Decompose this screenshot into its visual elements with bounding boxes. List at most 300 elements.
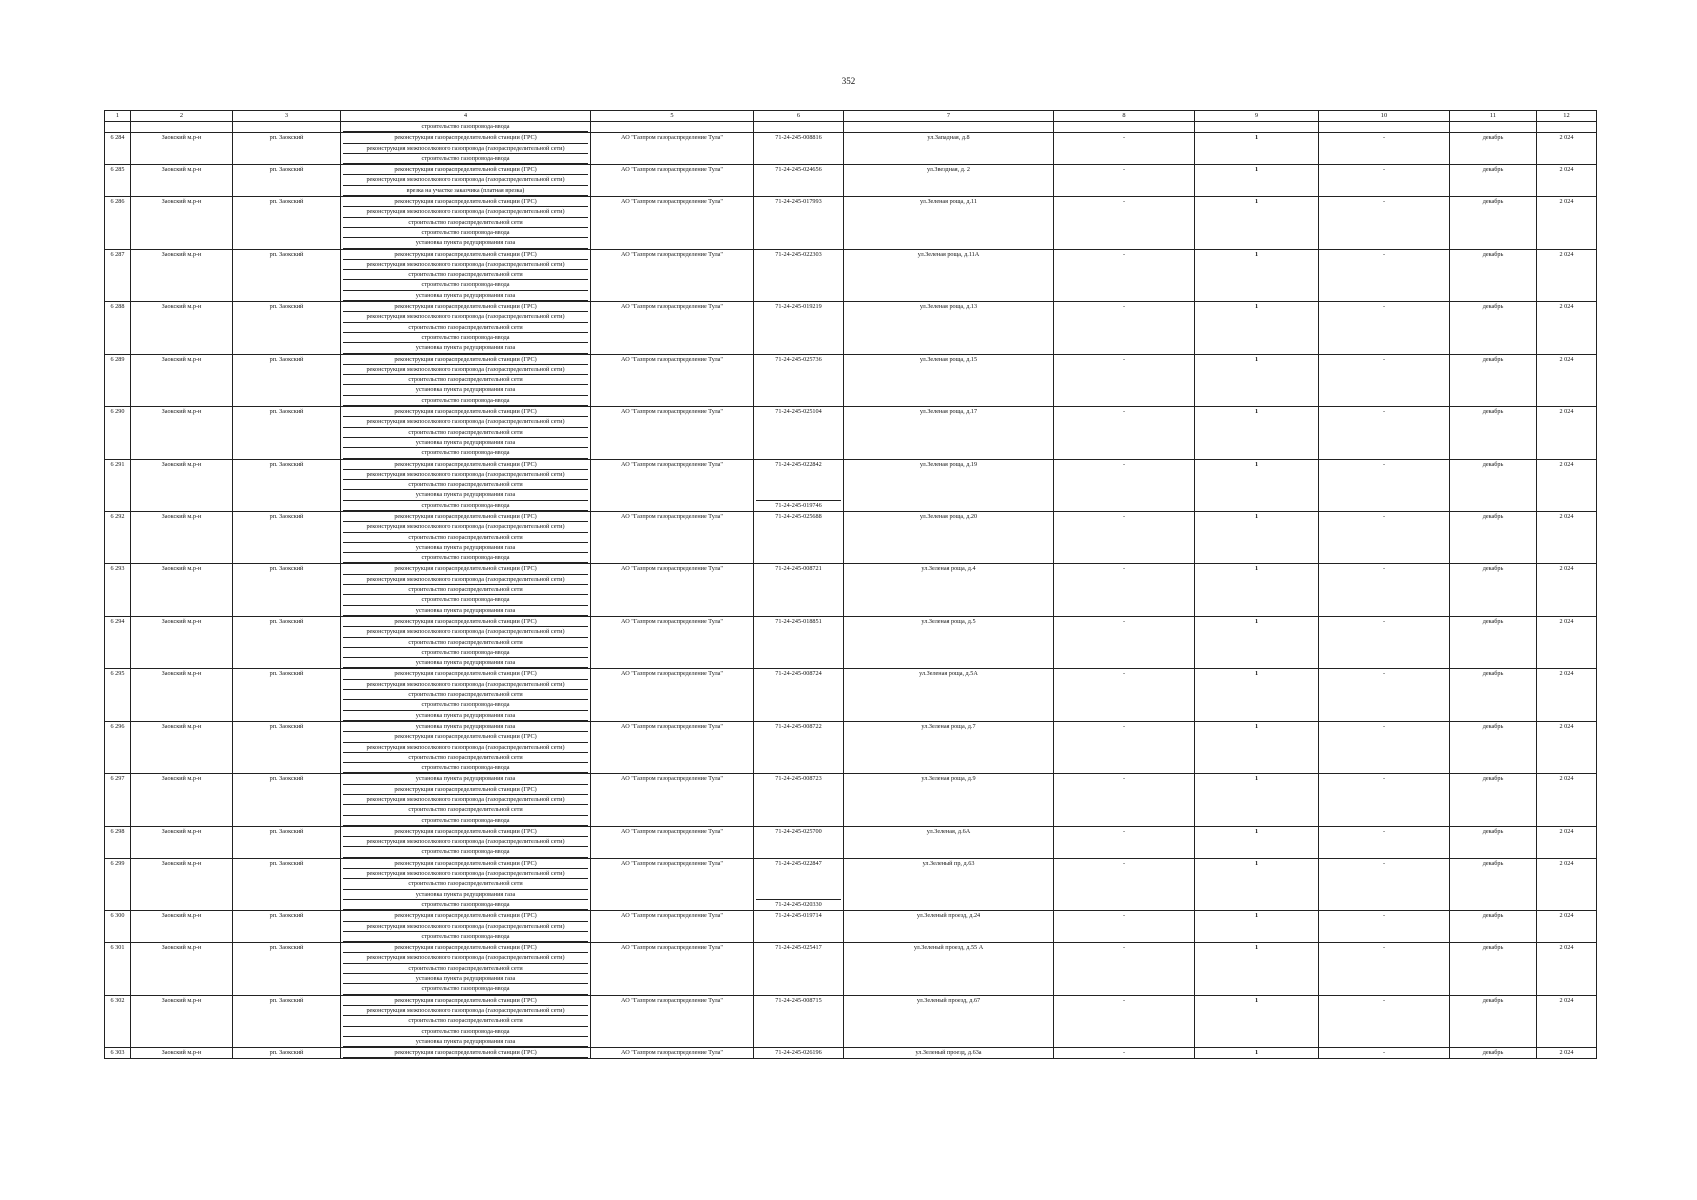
work-item: строительство газопровода-ввода — [343, 333, 588, 343]
table-row — [105, 943, 1597, 995]
address-cell: ул.Зеленая роща, д.5 — [844, 616, 1054, 668]
address-cell: ул.Зеленая роща, д.17 — [844, 407, 1054, 459]
row-number-cell: 6 296 — [105, 721, 131, 773]
col9-cell: 1 — [1195, 911, 1319, 943]
address-cell: ул.Зеленая роща, д.11А — [844, 249, 1054, 301]
month-cell: декабрь — [1450, 721, 1537, 773]
col10-cell: - — [1319, 616, 1450, 668]
address-cell: ул.Зеленая роща, д.15 — [844, 354, 1054, 406]
month-cell: декабрь — [1450, 407, 1537, 459]
district-cell: Заокский м.р-н — [131, 911, 233, 943]
work-item: реконструкция газораспределительной станции (ГРС) — [343, 302, 588, 312]
code-cell — [754, 354, 844, 406]
works-cell — [341, 826, 591, 858]
col9-cell: 1 — [1195, 133, 1319, 165]
district-cell — [131, 122, 233, 133]
work-item: установка пункта редуцирования газа — [343, 385, 588, 395]
col8-cell — [1054, 122, 1195, 133]
header-cell: 6 — [754, 111, 844, 122]
district-cell: Заокский м.р-н — [131, 943, 233, 995]
registry-code — [756, 879, 841, 889]
table-row — [105, 721, 1597, 773]
year-cell: 2 024 — [1537, 721, 1597, 773]
col10-cell: - — [1319, 459, 1450, 511]
year-cell: 2 024 — [1537, 669, 1597, 721]
row-number-cell: 6 286 — [105, 197, 131, 249]
month-cell: декабрь — [1450, 165, 1537, 197]
page-number: 352 — [841, 76, 856, 86]
col9-cell: 1 — [1195, 564, 1319, 616]
col8-cell: - — [1054, 459, 1195, 511]
works-cell — [341, 302, 591, 354]
district-cell: Заокский м.р-н — [131, 564, 233, 616]
work-item: строительство газопровода-ввода — [343, 396, 588, 406]
col10-cell: - — [1319, 511, 1450, 563]
col8-cell: - — [1054, 354, 1195, 406]
month-cell: декабрь — [1450, 911, 1537, 943]
address-cell: ул.Зеленая, д.6А — [844, 826, 1054, 858]
year-cell: 2 024 — [1537, 774, 1597, 826]
work-item: установка пункта редуцирования газа — [343, 291, 588, 301]
owner-cell: АО "Газпром газораспределение Тула" — [591, 354, 754, 406]
owner-cell — [591, 122, 754, 133]
address-cell: ул.Зеленая роща, д.11 — [844, 197, 1054, 249]
table-row — [105, 354, 1597, 406]
district-cell: Заокский м.р-н — [131, 995, 233, 1047]
code-cell — [754, 943, 844, 995]
work-item: строительство газораспределительной сети — [343, 1016, 588, 1026]
col8-cell: - — [1054, 721, 1195, 773]
work-item: установка пункта редуцирования газа — [343, 1037, 588, 1047]
work-item: строительство газопровода-ввода — [343, 448, 588, 458]
district-cell: Заокский м.р-н — [131, 511, 233, 563]
owner-cell: АО "Газпром газораспределение Тула" — [591, 1048, 754, 1059]
work-item: строительство газопровода-ввода — [343, 1027, 588, 1037]
work-item: строительство газопровода-ввода — [343, 648, 588, 658]
col10-cell: - — [1319, 774, 1450, 826]
work-item: реконструкция межпоселкового газопровода (газораспределительной сети) — [343, 795, 588, 805]
work-item: строительство газораспределительной сети — [343, 753, 588, 763]
owner-cell: АО "Газпром газораспределение Тула" — [591, 407, 754, 459]
col8-cell: - — [1054, 564, 1195, 616]
month-cell: декабрь — [1450, 1048, 1537, 1059]
code-cell — [754, 165, 844, 197]
table-row — [105, 302, 1597, 354]
table-row — [105, 133, 1597, 165]
col10-cell: - — [1319, 943, 1450, 995]
district-cell: Заокский м.р-н — [131, 669, 233, 721]
code-cell — [754, 302, 844, 354]
year-cell: 2 024 — [1537, 407, 1597, 459]
row-number-cell: 6 290 — [105, 407, 131, 459]
address-cell: ул.Зеленая роща, д.4 — [844, 564, 1054, 616]
registry-code: 71-24-245-018851 — [775, 617, 822, 625]
settlement-cell: рп. Заокский — [233, 407, 341, 459]
work-item: реконструкция газораспределительной станции (ГРС) — [343, 165, 588, 175]
code-cell — [754, 1048, 844, 1059]
address-cell: ул.Зеленая роща, д.20 — [844, 511, 1054, 563]
col8-cell: - — [1054, 133, 1195, 165]
work-item: реконструкция газораспределительной станции (ГРС) — [343, 407, 588, 417]
col9-cell: 1 — [1195, 669, 1319, 721]
col8-cell: - — [1054, 774, 1195, 826]
work-item: строительство газопровода-ввода — [343, 154, 588, 164]
work-item: реконструкция газораспределительной станции (ГРС) — [343, 669, 588, 679]
owner-cell: АО "Газпром газораспределение Тула" — [591, 249, 754, 301]
row-number-cell: 6 285 — [105, 165, 131, 197]
works-cell — [341, 911, 591, 943]
col9-cell: 1 — [1195, 826, 1319, 858]
year-cell: 2 024 — [1537, 1048, 1597, 1059]
month-cell: декабрь — [1450, 197, 1537, 249]
year-cell: 2 024 — [1537, 197, 1597, 249]
work-item: строительство газораспределительной сети — [343, 638, 588, 648]
col8-cell: - — [1054, 165, 1195, 197]
works-cell — [341, 721, 591, 773]
col10-cell: - — [1319, 721, 1450, 773]
work-item: реконструкция межпоселкового газопровода (газораспределительной сети) — [343, 743, 588, 753]
work-item: строительство газораспределительной сети — [343, 964, 588, 974]
work-item: строительство газораспределительной сети — [343, 375, 588, 385]
settlement-cell: рп. Заокский — [233, 995, 341, 1047]
district-cell: Заокский м.р-н — [131, 354, 233, 406]
col8-cell: - — [1054, 1048, 1195, 1059]
col10-cell: - — [1319, 302, 1450, 354]
row-number-cell: 6 288 — [105, 302, 131, 354]
registry-code: 71-24-245-008721 — [775, 565, 822, 573]
row-number-cell: 6 291 — [105, 459, 131, 511]
works-cell — [341, 774, 591, 826]
works-cell — [341, 669, 591, 721]
table-row — [105, 911, 1597, 943]
registry-code: 71-24-245-022842 — [775, 460, 822, 468]
address-cell: ул.Зеленый проезд, д.24 — [844, 911, 1054, 943]
row-number-cell: 6 300 — [105, 911, 131, 943]
header-cell: 2 — [131, 111, 233, 122]
work-item: реконструкция межпоселкового газопровода (газораспределительной сети) — [343, 365, 588, 375]
work-item: установка пункта редуцирования газа — [343, 658, 588, 668]
month-cell: декабрь — [1450, 995, 1537, 1047]
settlement-cell: рп. Заокский — [233, 165, 341, 197]
col8-cell: - — [1054, 197, 1195, 249]
address-cell: ул.Зеленый пр, д.63 — [844, 858, 1054, 910]
work-item: установка пункта редуцирования газа — [343, 343, 588, 353]
col10-cell: - — [1319, 995, 1450, 1047]
row-number-cell: 6 287 — [105, 249, 131, 301]
col10-cell: - — [1319, 133, 1450, 165]
owner-cell: АО "Газпром газораспределение Тула" — [591, 616, 754, 668]
registry-code: 71-24-245-020330 — [775, 900, 822, 908]
work-item: установка пункта редуцирования газа — [343, 490, 588, 500]
code-cell — [754, 459, 844, 511]
settlement-cell: рп. Заокский — [233, 564, 341, 616]
settlement-cell — [233, 122, 341, 133]
work-item: реконструкция межпоселкового газопровода (газораспределительной сети) — [343, 175, 588, 185]
address-cell: ул.Зеленый проезд, д.67 — [844, 995, 1054, 1047]
registry-code: 71-24-245-019746 — [775, 501, 822, 509]
year-cell: 2 024 — [1537, 943, 1597, 995]
address-cell: ул.Зеленая роща, д.19 — [844, 459, 1054, 511]
work-item: строительство газораспределительной сети — [343, 533, 588, 543]
work-item: строительство газопровода-ввода — [343, 553, 588, 563]
col10-cell: - — [1319, 249, 1450, 301]
works-cell — [341, 459, 591, 511]
settlement-cell: рп. Заокский — [233, 249, 341, 301]
district-cell: Заокский м.р-н — [131, 1048, 233, 1059]
table-row — [105, 858, 1597, 910]
table-row — [105, 826, 1597, 858]
district-cell: Заокский м.р-н — [131, 616, 233, 668]
registry-code: 71-24-245-008724 — [775, 670, 822, 678]
settlement-cell: рп. Заокский — [233, 943, 341, 995]
owner-cell: АО "Газпром газораспределение Тула" — [591, 943, 754, 995]
carry-over-row — [105, 122, 1597, 133]
owner-cell: АО "Газпром газораспределение Тула" — [591, 995, 754, 1047]
row-number-cell — [105, 122, 131, 133]
col10-cell: - — [1319, 858, 1450, 910]
work-item: реконструкция газораспределительной станции (ГРС) — [343, 943, 588, 953]
works-cell — [341, 995, 591, 1047]
row-number-cell: 6 289 — [105, 354, 131, 406]
col10-cell: - — [1319, 354, 1450, 406]
address-cell: ул.Зеленая роща, д.7 — [844, 721, 1054, 773]
work-item: реконструкция газораспределительной станции (ГРС) — [343, 197, 588, 207]
settlement-cell: рп. Заокский — [233, 826, 341, 858]
settlement-cell: рп. Заокский — [233, 511, 341, 563]
code-cell — [754, 721, 844, 773]
district-cell: Заокский м.р-н — [131, 133, 233, 165]
district-cell: Заокский м.р-н — [131, 858, 233, 910]
header-cell: 7 — [844, 111, 1054, 122]
work-item: реконструкция межпоселкового газопровода (газораспределительной сети) — [343, 417, 588, 427]
code-cell — [754, 511, 844, 563]
work-item: строительство газопровода-ввода — [343, 763, 588, 773]
works-cell — [341, 197, 591, 249]
owner-cell: АО "Газпром газораспределение Тула" — [591, 564, 754, 616]
month-cell: декабрь — [1450, 943, 1537, 995]
header-cell: 10 — [1319, 111, 1450, 122]
row-number-cell: 6 284 — [105, 133, 131, 165]
owner-cell: АО "Газпром газораспределение Тула" — [591, 669, 754, 721]
col10-cell: - — [1319, 826, 1450, 858]
work-item: реконструкция газораспределительной станции (ГРС) — [343, 827, 588, 837]
works-cell — [341, 616, 591, 668]
col8-cell: - — [1054, 995, 1195, 1047]
works-cell — [341, 511, 591, 563]
work-item: реконструкция газораспределительной станции (ГРС) — [343, 355, 588, 365]
work-item: установка пункта редуцирования газа — [343, 438, 588, 448]
owner-cell: АО "Газпром газораспределение Тула" — [591, 721, 754, 773]
owner-cell: АО "Газпром газораспределение Тула" — [591, 511, 754, 563]
district-cell: Заокский м.р-н — [131, 407, 233, 459]
work-item: реконструкция межпоселкового газопровода (газораспределительной сети) — [343, 207, 588, 217]
work-item: реконструкция межпоселкового газопровода (газораспределительной сети) — [343, 522, 588, 532]
owner-cell: АО "Газпром газораспределение Тула" — [591, 165, 754, 197]
row-number-cell: 6 298 — [105, 826, 131, 858]
settlement-cell: рп. Заокский — [233, 302, 341, 354]
col8-cell: - — [1054, 616, 1195, 668]
work-item: установка пункта редуцирования газа — [343, 890, 588, 900]
month-cell: декабрь — [1450, 669, 1537, 721]
header-cell: 9 — [1195, 111, 1319, 122]
header-cell: 3 — [233, 111, 341, 122]
work-item: строительство газопровода-ввода — [343, 900, 588, 910]
year-cell: 2 024 — [1537, 133, 1597, 165]
col8-cell: - — [1054, 943, 1195, 995]
work-item: реконструкция газораспределительной станции (ГРС) — [343, 785, 588, 795]
district-cell: Заокский м.р-н — [131, 302, 233, 354]
work-item: строительство газопровода-ввода — [343, 228, 588, 238]
month-cell: декабрь — [1450, 826, 1537, 858]
registry-code — [756, 890, 841, 900]
row-number-cell: 6 295 — [105, 669, 131, 721]
code-cell — [754, 911, 844, 943]
district-cell: Заокский м.р-н — [131, 197, 233, 249]
district-cell: Заокский м.р-н — [131, 826, 233, 858]
table-row — [105, 249, 1597, 301]
year-cell — [1537, 122, 1597, 133]
col9-cell: 1 — [1195, 197, 1319, 249]
year-cell: 2 024 — [1537, 564, 1597, 616]
settlement-cell: рп. Заокский — [233, 669, 341, 721]
works-cell — [341, 133, 591, 165]
code-cell — [754, 407, 844, 459]
registry-code: 71-24-245-008715 — [775, 996, 822, 1004]
code-cell — [754, 564, 844, 616]
work-item: реконструкция межпоселкового газопровода (газораспределительной сети) — [343, 953, 588, 963]
col10-cell: - — [1319, 1048, 1450, 1059]
registry-code: 71-24-245-008816 — [775, 134, 822, 142]
code-cell — [754, 249, 844, 301]
owner-cell: АО "Газпром газораспределение Тула" — [591, 911, 754, 943]
work-item: реконструкция газораспределительной станции (ГРС) — [343, 564, 588, 574]
settlement-cell: рп. Заокский — [233, 197, 341, 249]
registry-code: 71-24-245-008722 — [775, 722, 822, 730]
work-item: строительство газопровода-ввода — [343, 847, 588, 857]
works-cell — [341, 858, 591, 910]
month-cell — [1450, 122, 1537, 133]
row-number-cell: 6 292 — [105, 511, 131, 563]
col8-cell: - — [1054, 826, 1195, 858]
table-row — [105, 995, 1597, 1047]
work-item: реконструкция газораспределительной станции (ГРС) — [343, 617, 588, 627]
table-row — [105, 774, 1597, 826]
table-body — [105, 122, 1597, 1059]
header-cell: 8 — [1054, 111, 1195, 122]
header-cell: 1 — [105, 111, 131, 122]
col10-cell: - — [1319, 197, 1450, 249]
col9-cell — [1195, 122, 1319, 133]
work-item: строительство газопровода-ввода — [343, 595, 588, 605]
col8-cell: - — [1054, 858, 1195, 910]
works-cell — [341, 407, 591, 459]
work-item: установка пункта редуцирования газа — [343, 543, 588, 553]
work-item: строительство газораспределительной сети — [343, 428, 588, 438]
month-cell: декабрь — [1450, 459, 1537, 511]
registry-code: 71-24-245-019219 — [775, 303, 822, 311]
col8-cell: - — [1054, 511, 1195, 563]
settlement-cell: рп. Заокский — [233, 911, 341, 943]
owner-cell: АО "Газпром газораспределение Тула" — [591, 774, 754, 826]
row-number-cell: 6 302 — [105, 995, 131, 1047]
owner-cell: АО "Газпром газораспределение Тула" — [591, 133, 754, 165]
work-item: строительство газораспределительной сети — [343, 480, 588, 490]
work-item: реконструкция газораспределительной станции (ГРС) — [343, 732, 588, 742]
district-cell: Заокский м.р-н — [131, 459, 233, 511]
work-item: реконструкция межпоселкового газопровода (газораспределительной сети) — [343, 575, 588, 585]
row-number-cell: 6 294 — [105, 616, 131, 668]
work-item: реконструкция газораспределительной станции (ГРС) — [343, 996, 588, 1006]
settlement-cell: рп. Заокский — [233, 616, 341, 668]
table-row — [105, 669, 1597, 721]
work-item: строительство газопровода-ввода — [343, 122, 588, 132]
work-item: реконструкция газораспределительной станции (ГРС) — [343, 250, 588, 260]
settlement-cell: рп. Заокский — [233, 354, 341, 406]
col9-cell: 1 — [1195, 1048, 1319, 1059]
table-row — [105, 407, 1597, 459]
work-item: установка пункта редуцирования газа — [343, 606, 588, 616]
work-item: реконструкция межпоселкового газопровода (газораспределительной сети) — [343, 144, 588, 154]
table-row — [105, 564, 1597, 616]
works-cell — [341, 1048, 591, 1059]
col9-cell: 1 — [1195, 511, 1319, 563]
month-cell: декабрь — [1450, 302, 1537, 354]
registry-code — [756, 470, 841, 480]
month-cell: декабрь — [1450, 858, 1537, 910]
works-cell — [341, 165, 591, 197]
col10-cell: - — [1319, 669, 1450, 721]
district-cell: Заокский м.р-н — [131, 165, 233, 197]
work-item: строительство газораспределительной сети — [343, 585, 588, 595]
year-cell: 2 024 — [1537, 354, 1597, 406]
works-cell — [341, 354, 591, 406]
header-cell: 11 — [1450, 111, 1537, 122]
col10-cell: - — [1319, 407, 1450, 459]
work-item: строительство газораспределительной сети — [343, 270, 588, 280]
year-cell: 2 024 — [1537, 858, 1597, 910]
table-row — [105, 1048, 1597, 1059]
work-item: реконструкция межпоселкового газопровода (газораспределительной сети) — [343, 869, 588, 879]
works-cell — [341, 249, 591, 301]
year-cell: 2 024 — [1537, 616, 1597, 668]
work-item: строительство газопровода-ввода — [343, 700, 588, 710]
settlement-cell: рп. Заокский — [233, 858, 341, 910]
work-item: реконструкция газораспределительной станции (ГРС) — [343, 1048, 588, 1058]
year-cell: 2 024 — [1537, 826, 1597, 858]
year-cell: 2 024 — [1537, 511, 1597, 563]
address-cell: ул.Зеленая роща, д.9 — [844, 774, 1054, 826]
code-cell — [754, 197, 844, 249]
settlement-cell: рп. Заокский — [233, 721, 341, 773]
code-cell — [754, 995, 844, 1047]
col9-cell: 1 — [1195, 774, 1319, 826]
work-item: строительство газопровода-ввода — [343, 816, 588, 826]
col9-cell: 1 — [1195, 459, 1319, 511]
table-row — [105, 511, 1597, 563]
district-cell: Заокский м.р-н — [131, 249, 233, 301]
month-cell: декабрь — [1450, 774, 1537, 826]
registry-code: 71-24-245-025688 — [775, 512, 822, 520]
work-item: реконструкция межпоселкового газопровода (газораспределительной сети) — [343, 470, 588, 480]
registry-code — [756, 869, 841, 879]
work-item: строительство газораспределительной сети — [343, 323, 588, 333]
col8-cell: - — [1054, 249, 1195, 301]
col9-cell: 1 — [1195, 721, 1319, 773]
address-cell: ул.Зеленый проезд, д.55 А — [844, 943, 1054, 995]
work-item: реконструкция газораспределительной станции (ГРС) — [343, 133, 588, 143]
work-item: реконструкция межпоселкового газопровода (газораспределительной сети) — [343, 922, 588, 932]
registry-code: 71-24-245-017993 — [775, 198, 822, 206]
